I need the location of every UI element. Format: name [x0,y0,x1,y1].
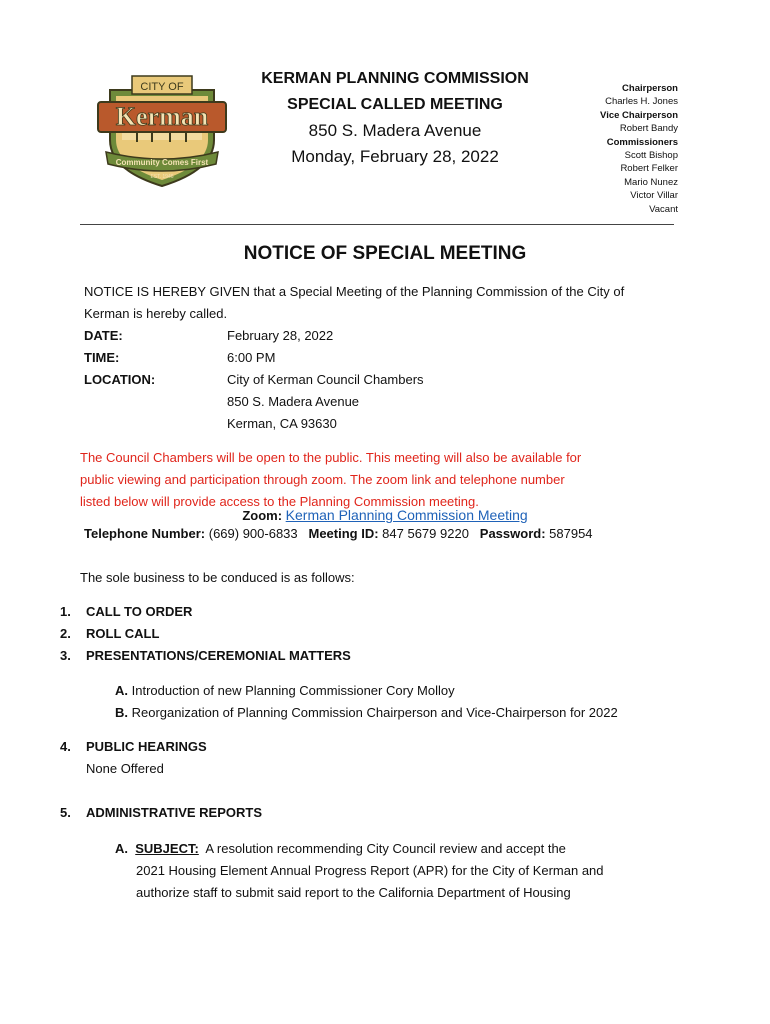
subject-text: A resolution recommending City Council review and accept the [205,841,566,856]
sub-item-letter: A. [115,683,128,698]
notice-intro-line: NOTICE IS HEREBY GIVEN that a Special Meeting of the Planning Commission of the City of [84,284,625,299]
password-label: Password: [479,526,546,541]
time-value: 6:00 PM [227,350,276,365]
agenda-item-number: 4. [60,739,71,754]
logo-est-text: EST. 1946 [150,174,174,180]
agenda-item-label: CALL TO ORDER [86,604,193,619]
meeting-date: Monday, February 28, 2022 [291,147,499,166]
chairperson-label: Chairperson [622,83,678,94]
logo-banner-text: Community Comes First [115,158,209,167]
zoom-meeting-link[interactable]: Kerman Planning Commission Meeting [285,507,528,523]
notice-intro-line: Kerman is hereby called. [84,306,228,321]
agenda-item-label: PUBLIC HEARINGS [86,739,207,754]
agenda-item-number: 2. [60,626,71,641]
location-address: 850 S. Madera Avenue [227,394,360,409]
date-row [84,325,644,347]
meeting-address: 850 S. Madera Avenue [308,121,482,140]
agenda-item [60,623,700,645]
location-value: City of Kerman Council Chambers [227,372,424,387]
agenda-item-label: ADMINISTRATIVE REPORTS [86,805,262,820]
password-value: 587954 [549,526,593,541]
agenda-item-label: ROLL CALL [86,626,160,641]
zoom-label: Zoom: [242,508,283,523]
commissioner-name: Robert Felker [620,163,678,175]
sole-business-text: The sole business to be conduced is as follows: [80,570,355,585]
location-label: LOCATION: [84,372,156,387]
agenda-item [60,802,700,824]
sub-item-letter: B. [115,705,128,720]
date-value: February 28, 2022 [227,328,334,343]
meeting-title-block [240,66,550,170]
time-row [84,347,644,369]
vice-chairperson-name: Robert Bandy [619,123,678,135]
administrative-report-a [115,838,635,904]
agenda-sub-item [115,680,675,702]
telephone-value: (669) 900-6833 [208,526,298,541]
sub-item-text: Reorganization of Planning Commission Chairperson and Vice-Chairperson for 2022 [131,705,618,720]
subject-text: 2021 Housing Element Annual Progress Report (APR) for the City of Kerman and [136,863,604,878]
commissioner-name: Mario Nunez [624,176,678,188]
agenda-item-label: PRESENTATIONS/CEREMONIAL MATTERS [86,648,351,663]
city-of-kerman-logo [92,70,232,190]
agenda-item [60,736,700,758]
agenda-item-number: 1. [60,604,71,619]
sub-item-text: Introduction of new Planning Commissioner Cory Molloy [131,683,455,698]
time-label: TIME: [84,350,120,365]
commissioners-label: Commissioners [606,136,678,148]
commission-title: KERMAN PLANNING COMMISSION [261,70,529,87]
agenda-item [60,601,700,623]
commissioner-name: Scott Bishop [624,150,678,162]
header-divider [80,224,674,225]
agenda-sub-item [115,702,715,724]
public-access-line: The Council Chambers will be open to the public. This meeting will also be available for [80,450,582,465]
meeting-type-title: SPECIAL CALLED MEETING [287,96,503,113]
chairperson-name: Charles H. Jones [605,96,678,108]
meeting-id-value: 847 5679 9220 [382,526,469,541]
public-hearings-detail: None Offered [86,761,164,776]
logo-city-of-text: CITY OF [140,81,184,93]
location-city: Kerman, CA 93630 [227,416,337,431]
agenda-item-number: 3. [60,648,71,663]
agenda-item-number: 5. [60,805,71,820]
commissioner-name: Victor Villar [630,190,678,202]
logo-name-text: Kerman [115,102,209,131]
subject-text: authorize staff to submit said report to the California Department of Housing [136,885,571,900]
notice-intro [84,281,644,325]
commission-roster [528,82,678,216]
dial-in-line [84,523,684,545]
location-row [84,369,644,391]
report-subject-line [115,838,635,860]
public-access-line: listed below will provide access to the Planning Commission meeting. [80,494,479,509]
vice-chairperson-label: Vice Chairperson [600,109,678,121]
notice-heading: NOTICE OF SPECIAL MEETING [243,243,527,264]
sub-item-letter: A. [115,841,128,856]
commissioner-name: Vacant [649,203,678,215]
agenda-item [60,645,700,667]
telephone-label: Telephone Number: [84,526,206,541]
public-access-line: public viewing and participation through zoom. The zoom link and telephone number [80,472,565,487]
date-label: DATE: [84,328,123,343]
subject-label: SUBJECT: [135,841,199,856]
meeting-id-label: Meeting ID: [308,526,379,541]
